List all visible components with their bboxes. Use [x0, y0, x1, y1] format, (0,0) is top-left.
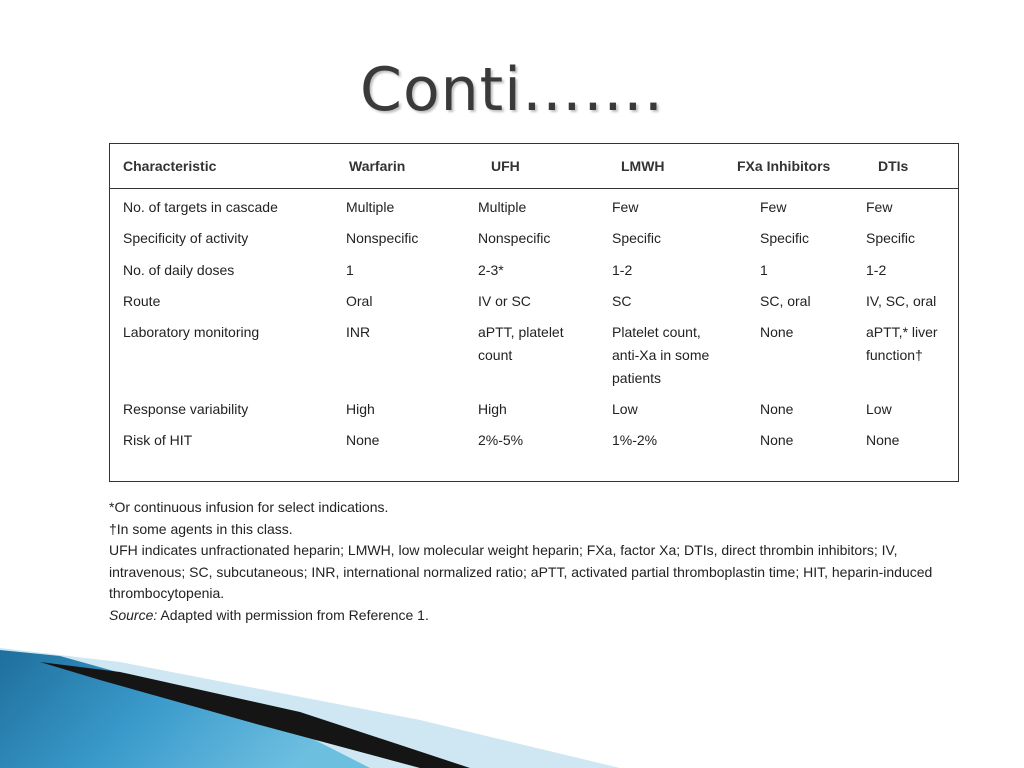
cell-characteristic: Specificity of activity: [123, 230, 249, 246]
cell-dtis: aPTT,* liver function†: [866, 324, 938, 363]
table-footnotes: [109, 497, 954, 626]
comparison-table: [109, 143, 959, 482]
cell-warfarin: None: [346, 432, 380, 448]
cell-fxa-inhibitors: Specific: [760, 230, 810, 246]
header-dtis: DTIs: [878, 158, 909, 174]
cell-dtis: Specific: [866, 230, 916, 246]
footnote-source: [109, 605, 954, 627]
footnote-abbreviations: UFH indicates unfractionated heparin; LMWH, low molecular weight heparin; FXa, factor Xa; DTIs, direct thrombin inhibitors; IV, intravenous; SC, subcutaneous; INR, international normalized ratio; aPTT, activated partial thromboplastin time; HIT, heparin-induced thrombocytopenia.: [109, 542, 933, 601]
cell-ufh: aPTT, platelet count: [478, 324, 564, 363]
cell-lmwh: Specific: [612, 230, 662, 246]
cell-fxa-inhibitors: None: [760, 401, 794, 417]
cell-warfarin: Nonspecific: [346, 230, 419, 246]
footnote-dagger: †In some agents in this class.: [109, 520, 293, 537]
cell-lmwh: Low: [612, 401, 638, 417]
cell-warfarin: INR: [346, 324, 371, 340]
cell-lmwh: Few: [612, 199, 639, 215]
cell-fxa-inhibitors: None: [760, 324, 794, 340]
header-fxa-inhibitors: FXa Inhibitors: [737, 158, 831, 174]
cell-warfarin: High: [346, 401, 375, 417]
cell-ufh: IV or SC: [478, 293, 531, 309]
cell-dtis: Few: [866, 199, 893, 215]
cell-fxa-inhibitors: Few: [760, 199, 787, 215]
cell-ufh: Multiple: [478, 199, 527, 215]
header-characteristic: Characteristic: [123, 158, 217, 174]
header-lmwh: LMWH: [621, 158, 665, 174]
cell-ufh: 2%-5%: [478, 432, 524, 448]
cell-lmwh: 1%-2%: [612, 432, 658, 448]
cell-lmwh: SC: [612, 293, 632, 309]
cell-fxa-inhibitors: SC, oral: [760, 293, 811, 309]
cell-lmwh: 1-2: [612, 262, 633, 278]
cell-ufh: 2-3*: [478, 262, 504, 278]
cell-characteristic: Laboratory monitoring: [123, 324, 260, 340]
cell-fxa-inhibitors: 1: [760, 262, 768, 278]
cell-characteristic: Risk of HIT: [123, 432, 193, 448]
slide-title: Conti…….: [360, 55, 664, 125]
source-text: Adapted with permission from Reference 1.: [157, 606, 429, 623]
cell-warfarin: Multiple: [346, 199, 395, 215]
cell-fxa-inhibitors: None: [760, 432, 794, 448]
header-warfarin: Warfarin: [349, 158, 406, 174]
table-header-row: [110, 144, 958, 189]
cell-dtis: IV, SC, oral: [866, 293, 937, 309]
cell-characteristic: Route: [123, 293, 161, 309]
cell-lmwh: Platelet count, anti-Xa in some patients: [612, 324, 710, 386]
cell-dtis: None: [866, 432, 900, 448]
cell-characteristic: No. of targets in cascade: [123, 199, 278, 215]
cell-dtis: 1-2: [866, 262, 887, 278]
cell-warfarin: Oral: [346, 293, 373, 309]
cell-ufh: High: [478, 401, 507, 417]
cell-dtis: Low: [866, 401, 892, 417]
cell-warfarin: 1: [346, 262, 354, 278]
source-label: Source:: [109, 606, 158, 623]
header-ufh: UFH: [491, 158, 520, 174]
cell-ufh: Nonspecific: [478, 230, 551, 246]
cell-characteristic: No. of daily doses: [123, 262, 235, 278]
cell-characteristic: Response variability: [123, 401, 249, 417]
footnote-asterisk: *Or continuous infusion for select indications.: [109, 499, 389, 515]
